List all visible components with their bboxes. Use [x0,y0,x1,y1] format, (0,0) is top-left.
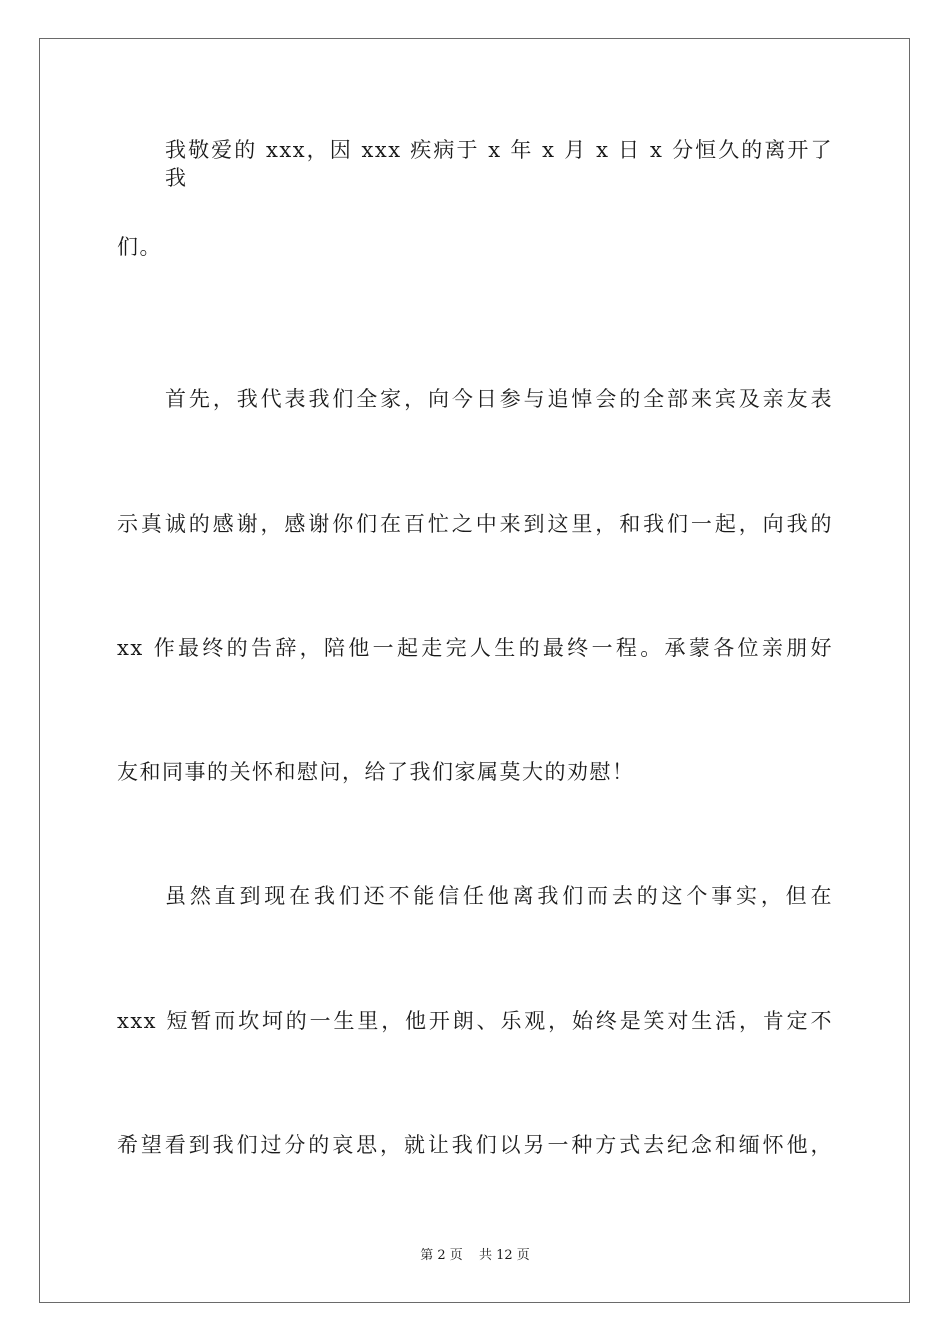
page-footer [0,1248,950,1264]
page-number: 第 2 页 [420,1248,463,1263]
total-pages: 共 12 页 [478,1248,530,1263]
paragraph-1-line-2: 们。 [117,235,162,259]
paragraph-3-line-3: 希望看到我们过分的哀思，就让我们以另一种方式去纪念和缅怀他， [117,1133,833,1157]
paragraph-3-line-1: 虽然直到现在我们还不能信任他离我们而去的这个事实，但在 [165,884,833,908]
page-border [39,38,910,1303]
paragraph-2-line-1: 首先，我代表我们全家，向今日参与追悼会的全部来宾及亲友表 [165,387,833,411]
paragraph-1-line-1: 我敬爱的 xxx，因 xxx 疾病于 x 年 x 月 x 日 x 分恒久的离开了我 [165,138,833,190]
paragraph-2-line-2: 示真诚的感谢，感谢你们在百忙之中来到这里，和我们一起，向我的 [117,512,833,536]
paragraph-2-line-4: 友和同事的关怀和慰问，给了我们家属莫大的劝慰！ [117,760,635,784]
paragraph-2-line-3: xx 作最终的告辞，陪他一起走完人生的最终一程。承蒙各位亲朋好 [117,636,833,660]
paragraph-3-line-2: xxx 短暂而坎坷的一生里，他开朗、乐观，始终是笑对生活，肯定不 [117,1009,833,1033]
